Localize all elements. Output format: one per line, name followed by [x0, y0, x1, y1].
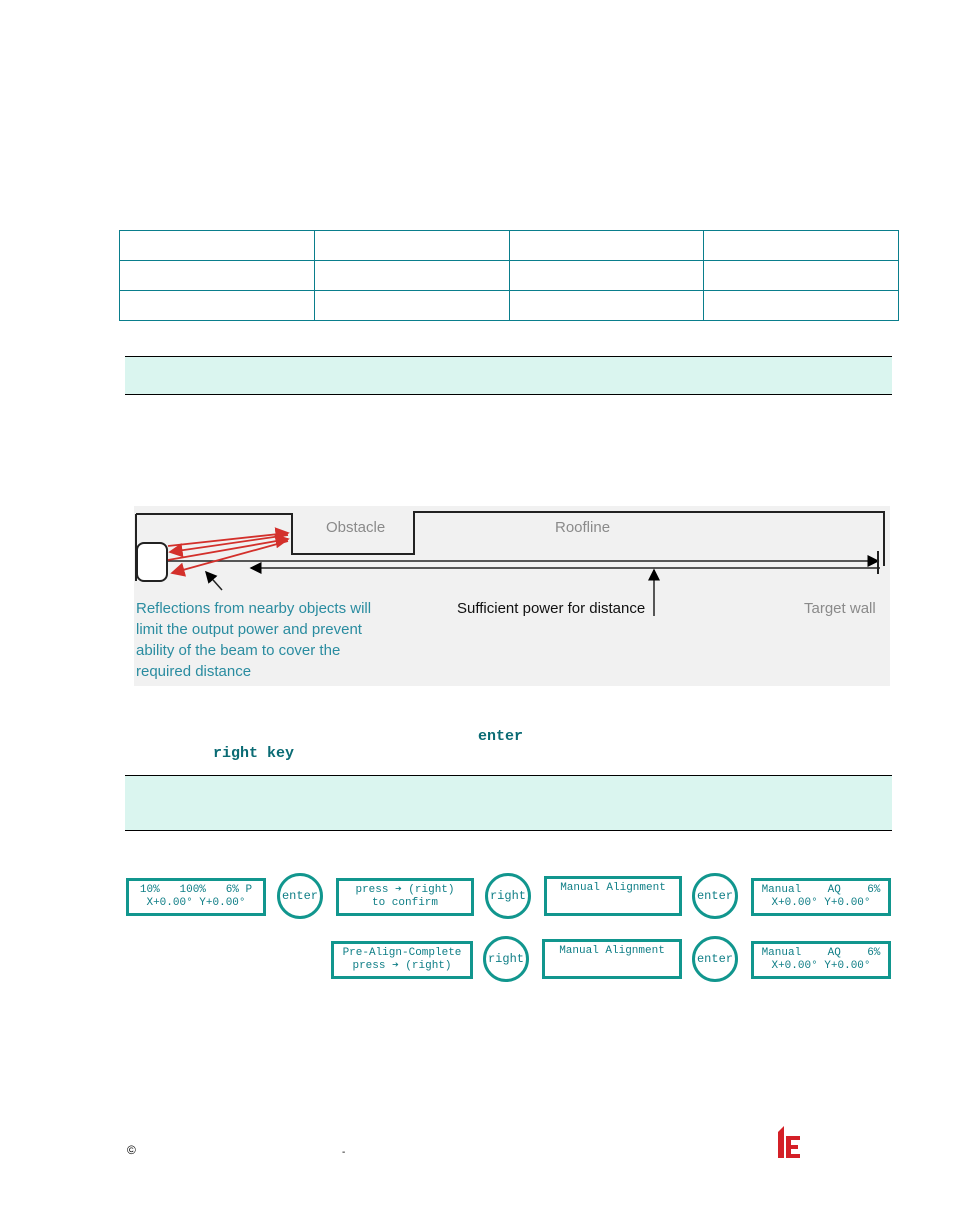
lcd-display: 10% 100% 6% P X+0.00° Y+0.00°	[126, 878, 266, 916]
roofline-outline	[136, 512, 884, 566]
right-key-button[interactable]: right	[483, 936, 529, 982]
lcd-display: Manual Alignment	[542, 939, 682, 979]
right-key-keyword: right key	[213, 745, 295, 762]
lcd-display: Manual AQ 6% X+0.00° Y+0.00°	[751, 878, 891, 916]
copyright-symbol: ©	[127, 1143, 136, 1157]
right-key-button[interactable]: right	[485, 873, 531, 919]
enter-key-button[interactable]: enter	[692, 873, 738, 919]
reflections-caption: Reflections from nearby objects will limit the output power and prevent ability of the beam to cover the required distance	[136, 600, 372, 680]
footer-mark: -	[342, 1147, 346, 1158]
enter-key-button[interactable]: enter	[692, 936, 738, 982]
note-box	[125, 356, 892, 395]
company-logo-icon	[776, 1124, 802, 1158]
lcd-display: Manual Alignment	[544, 876, 682, 916]
note-box	[125, 775, 892, 831]
pointer-arrow	[206, 572, 222, 590]
lcd-display: Pre-Align-Complete press ➔ (right)	[331, 941, 473, 979]
obstacle-label: Obstacle	[326, 519, 386, 536]
lcd-display: press ➔ (right) to confirm	[336, 878, 474, 916]
lcd-display: Manual AQ 6% X+0.00° Y+0.00°	[751, 941, 891, 979]
power-label: Sufficient power for distance	[457, 600, 646, 617]
table-row	[120, 261, 899, 291]
reflection-diagram	[134, 506, 890, 686]
roofline-label: Roofline	[555, 519, 611, 536]
spec-table	[119, 230, 899, 321]
enter-keyword: enter	[478, 728, 524, 745]
target-label: Target wall	[804, 600, 876, 617]
table-row	[120, 291, 899, 321]
enter-key-button[interactable]: enter	[277, 873, 323, 919]
table-row	[120, 231, 899, 261]
detector-icon	[137, 543, 167, 581]
